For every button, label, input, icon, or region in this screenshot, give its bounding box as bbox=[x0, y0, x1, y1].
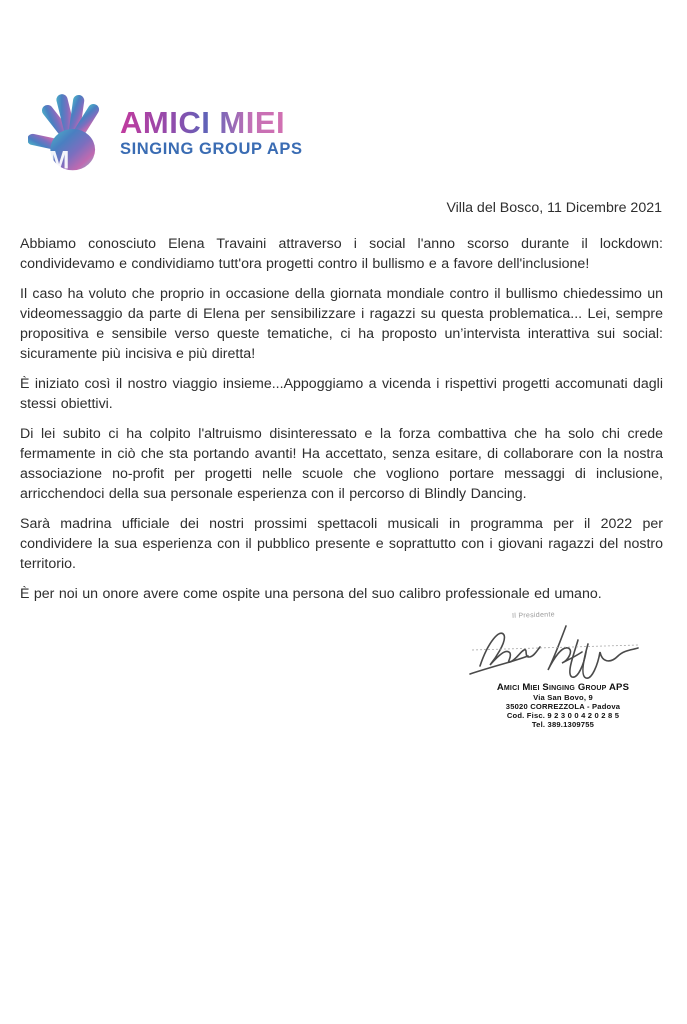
paragraph-journey: È iniziato così il nostro viaggio insieme...Appoggiamo a vicenda i rispettivi progetti accomunati dagli stessi obiettivi. bbox=[20, 376, 663, 412]
paragraph-videomessage: Il caso ha voluto che proprio in occasione della giornata mondiale contro il bullismo chiedessimo un videomessaggio da parte di Elena per sensibilizzare i ragazzi su questa problematica... Lei, sempre propositiva e sensibile verso queste tematiche, ci ha proposto un’intervista interattiva sui social: sicuramente più incisiva e più diretta! bbox=[20, 286, 663, 362]
logo-monogram: AM bbox=[30, 146, 70, 174]
signer-role-label: Il Presidente bbox=[511, 611, 555, 620]
org-type: SINGING GROUP APS bbox=[120, 139, 303, 158]
paragraph-closing: È per noi un onore avere come ospite una persona del suo calibro professionale ed umano. bbox=[20, 586, 602, 602]
paragraph-intro: Abbiamo conosciuto Elena Travaini attraverso i social l'anno scorso durante il lockdown: condividevamo e condividiamo tutt'ora progetti contro il bullismo e a favore dell'inclusione! bbox=[20, 236, 663, 272]
handwritten-signature bbox=[452, 618, 674, 680]
stamp-org-name: Amici Miei Singing Group APS bbox=[496, 682, 630, 693]
org-logo bbox=[28, 90, 303, 174]
stamp-street: Via San Bovo, 9 bbox=[533, 693, 593, 702]
signature-dotted-line bbox=[472, 645, 638, 650]
paragraph-collaboration: Di lei subito ci ha colpito l'altruismo disinteressato e la forza combattiva che ha solo chi crede fermamente in ciò che sta portando avanti! Ha accettato, senza esitare, di collaborare con la nostra associazione no-profit per progetti nelle scuole che vogliono portare messaggi di inclusione, arricchendoci della sua personale esperienza con il percorso di Blindly Dancing. bbox=[20, 426, 663, 502]
logo-text bbox=[120, 104, 303, 158]
signature-scribble-icon bbox=[466, 618, 646, 680]
signature-block bbox=[452, 610, 674, 729]
letter-body bbox=[20, 234, 663, 614]
stamp-phone: Tel. 389.1309755 bbox=[531, 720, 595, 729]
org-stamp bbox=[452, 682, 674, 729]
paragraph-madrina: Sarà madrina ufficiale dei nostri prossimi spettacoli musicali in programma per il 2022 per condividere la sua esperienza con il pubblico presente e soprattutto con i giovani ragazzi del nostro territorio. bbox=[20, 516, 663, 572]
org-name: AMICI MIEI bbox=[120, 107, 303, 138]
stamp-fiscal-code: Cod. Fisc. 9 2 3 0 0 4 2 0 2 8 5 bbox=[506, 711, 620, 720]
hand-collage-icon bbox=[28, 90, 114, 174]
letter-dateline: Villa del Bosco, 11 Dicembre 2021 bbox=[446, 200, 662, 216]
stamp-city: 35020 CORREZZOLA - Padova bbox=[505, 702, 621, 711]
